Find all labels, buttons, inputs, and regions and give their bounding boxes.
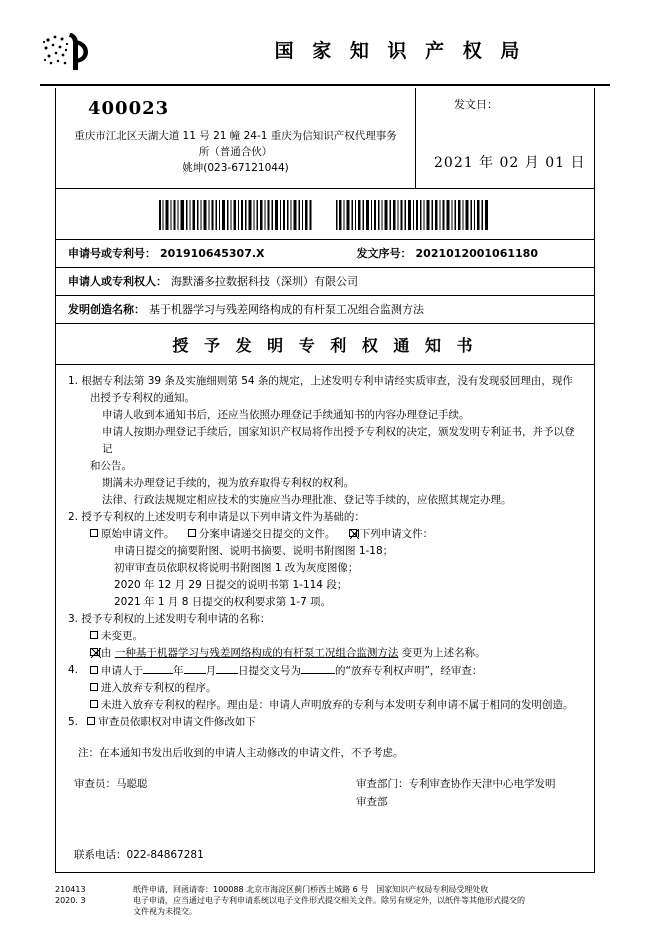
application-number-value: 201910645307.X [160, 247, 265, 260]
address-row [56, 88, 594, 189]
sequence-number-value: 2021012001061180 [415, 247, 538, 260]
waiver-month-blank[interactable] [184, 662, 206, 674]
signature-block [56, 769, 594, 839]
paragraph-1c: 申请人收到本通知书后，还应当依照办理登记手续通知书的内容办理登记手续。 [102, 409, 470, 421]
address-block [56, 88, 416, 188]
address-line-3: 姚坤(023-67121044) [182, 162, 289, 174]
item4-text-c: 月 [205, 665, 216, 677]
document-list-line-4: 2021 年 1 月 8 日提交的权利要求第 1-7 项。 [114, 596, 332, 608]
issue-date-block [416, 88, 594, 188]
applicant-label: 申请人或专利权人： [68, 275, 167, 288]
address-line-2: 所（普通合伙） [198, 146, 273, 158]
barcode-icon [336, 200, 491, 230]
paragraph-4-number: 4. [68, 664, 79, 676]
document-list-line-1: 申请日提交的摘要附图、说明书摘要、说明书附图图 1-18； [114, 545, 394, 557]
issue-date-value: 2021 年 02 月 01 日 [434, 155, 586, 171]
waiver-day-blank[interactable] [216, 662, 238, 674]
barcode-icon [159, 200, 314, 230]
contact-phone-line [56, 839, 594, 872]
option-row-changed [68, 645, 580, 662]
department-row [356, 775, 556, 793]
option-row-unchanged [68, 628, 580, 645]
option-name-unchanged-label: 未变更。 [101, 630, 143, 642]
footer-codes [55, 884, 115, 906]
department-line [356, 775, 556, 811]
footer-line-2: 电子申请，应当通过电子专利申请系统以电子文件形式提交相关文件。除另有规定外，以纸件等其他形式提交的 [133, 896, 525, 905]
checkbox-following-docs[interactable] [349, 529, 357, 537]
note-text: 注：在本通知书发出后收到的申请人主动修改的申请文件，不予考虑。 [78, 747, 404, 759]
postcode: 400023 [88, 98, 170, 119]
examiner-line [74, 775, 148, 793]
item4-text-b: 年 [173, 665, 184, 677]
department-label: 审查部门： [356, 778, 409, 790]
waiver-docno-blank[interactable] [301, 662, 335, 674]
invention-title-row [56, 296, 594, 324]
checkbox-examiner-amendment[interactable] [87, 717, 95, 725]
issue-date-label: 发文日： [454, 98, 498, 111]
department-value: 专利审查协作天津中心电学发明 [408, 778, 556, 790]
paragraph-1g: 法律、行政法规规定相应技术的实施应当办理批准、登记等手续的，应依照其规定办理。 [102, 494, 512, 506]
document-frame [55, 88, 595, 873]
document-list-line-3: 2020 年 12 月 29 日提交的说明书第 1-114 段； [114, 579, 348, 591]
paragraph-1d: 申请人按期办理登记手续后，国家知识产权局将作出授予专利权的决定，颁发发明专利证书，并予以登记 [102, 426, 575, 455]
paragraph-5-number: 5. [68, 716, 79, 728]
address-lines [66, 128, 405, 176]
document-list-line-2: 初审审查员依职权将说明书附图图 1 改为灰度图像； [114, 562, 359, 574]
option-following-docs-label: 下列申请文件： [359, 528, 434, 540]
invention-title-value: 基于机器学习与残差网络构成的有杆泵工况组合监测方法 [149, 303, 424, 316]
paragraph-5 [68, 714, 580, 731]
checkbox-not-enter-waiver-process[interactable] [90, 700, 98, 708]
paragraph-1e: 和公告。 [90, 460, 132, 472]
paragraph-1f: 期满未办理登记手续的，视为放弃取得专利权的权利。 [102, 477, 354, 489]
item4-line-1 [68, 662, 580, 680]
footer-version: 2020. 3 [55, 896, 86, 905]
applicant-row [56, 268, 594, 296]
phone-label: 联系电话： [74, 849, 127, 861]
document-header [40, 28, 610, 80]
paragraph-1: 1. 根据专利法第 39 条及实施细则第 54 条的规定，上述发明专利申请经实质审查，没有发现驳回理由，现作 [68, 375, 573, 387]
item4-text-e: 的“放弃专利权声明”，经审查： [335, 665, 483, 677]
option-name-changed-value: 一种基于机器学习与残差网络构成的有杆泵工况组合监测方法 [114, 647, 399, 659]
checkbox-waiver-statement[interactable] [90, 666, 98, 674]
paragraph-3: 3. 授予专利权的上述发明专利申请的名称： [68, 613, 271, 625]
application-number-label: 申请号或专利号： [68, 247, 156, 260]
item4-line-2 [68, 680, 580, 697]
barcode-row [56, 189, 594, 240]
checkbox-name-unchanged[interactable] [90, 631, 98, 639]
header-divider [40, 84, 610, 86]
paragraph-1b: 出授予专利权的通知。 [90, 392, 195, 404]
footer-line-1: 纸件申请，回函请寄：100088 北京市海淀区蓟门桥西土城路 6 号 国家知识产权局专利局受理处收 [133, 885, 489, 894]
item4-line-3 [68, 697, 580, 714]
waiver-year-blank[interactable] [143, 662, 173, 674]
examiner-label: 审查员： [74, 778, 116, 790]
footer-line-3: 文件视为未提交。 [133, 907, 197, 916]
checkbox-divisional-docs[interactable] [188, 529, 196, 537]
item4-line-3-label: 未进入放弃专利权的程序。理由是：申请人声明放弃的专利与本发明专利申请不属于相同的发明创造。 [101, 699, 574, 711]
item4-line-2-label: 进入放弃专利权的程序。 [101, 682, 217, 694]
option-original-docs-label: 原始申请文件。 [101, 528, 175, 540]
footer-notes [133, 884, 603, 917]
paragraph-5-label: 审查员依职权对申请文件修改如下 [98, 716, 256, 728]
organization-title: 国 家 知 识 产 权 局 [274, 40, 526, 62]
address-line-1: 重庆市江北区天湖大道 11 号 21 幢 24-1 重庆为信知识产权代理事务 [74, 130, 397, 142]
document-body [56, 365, 594, 741]
department-value-2: 审查部 [356, 796, 388, 808]
examiner-name: 马聪聪 [116, 778, 148, 790]
invention-title-label: 发明创造名称： [68, 303, 145, 316]
application-number-row [56, 240, 594, 268]
item4-text-a: 申请人于 [101, 665, 143, 677]
phone-value: 022-84867281 [126, 849, 204, 861]
cnipa-emblem-icon [40, 30, 102, 76]
checkbox-name-changed[interactable] [90, 648, 98, 656]
footer-form-code: 210413 [55, 885, 86, 894]
option-divisional-docs-label: 分案申请递交日提交的文件。 [198, 528, 336, 540]
option-name-changed-prefix: 由 [101, 647, 112, 659]
paragraph-2: 2. 授予专利权的上述发明专利申请是以下列申请文件为基础的： [68, 511, 365, 523]
sequence-number-label: 发文序号： [356, 247, 412, 260]
applicant-value: 海默潘多拉数据科技（深圳）有限公司 [171, 275, 358, 288]
item4-text-d: 日提交文号为 [238, 665, 301, 677]
option-row-documents [68, 526, 580, 543]
option-name-changed-suffix: 变更为上述名称。 [401, 647, 486, 659]
checkbox-enter-waiver-process[interactable] [90, 683, 98, 691]
checkbox-original-docs[interactable] [90, 529, 98, 537]
document-title: 授 予 发 明 专 利 权 通 知 书 [56, 324, 594, 365]
